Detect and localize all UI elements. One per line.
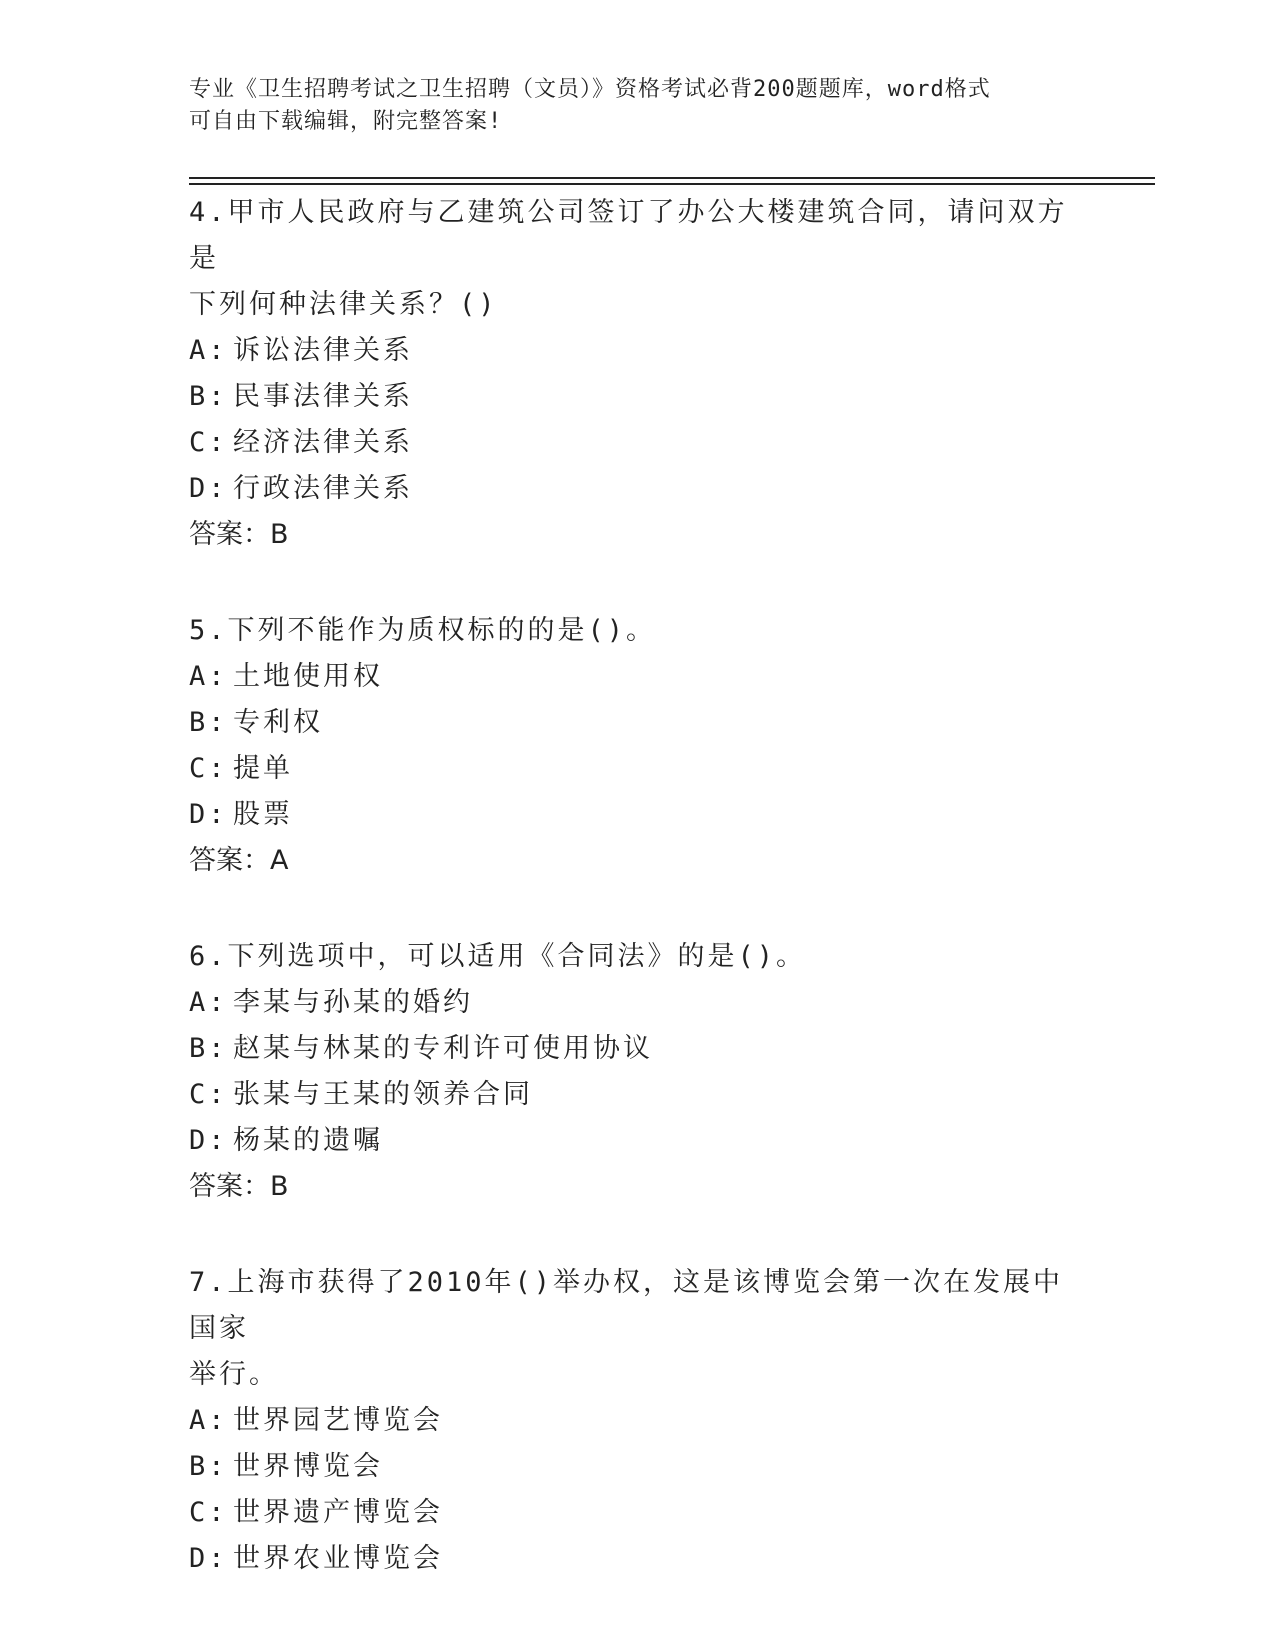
option-b [189,1444,1079,1490]
option-d [189,466,1079,512]
option-key: A: [189,335,228,366]
option-key: D: [189,1125,228,1156]
option-text: 赵某与林某的专利许可使用协议 [233,1033,653,1064]
option-key: A: [189,1405,228,1436]
option-b [189,1026,1079,1072]
answer-line: 答案：A [189,845,289,876]
option-c [189,1072,1079,1118]
option-text: 经济法律关系 [233,427,413,458]
option-text: 张某与王某的领养合同 [233,1079,533,1110]
option-text: 世界农业博览会 [233,1543,443,1574]
option-text: 提单 [233,753,293,784]
option-text: 土地使用权 [233,661,383,692]
answer-line: 答案：B [189,519,289,550]
option-key: B: [189,1451,228,1482]
question-list [189,190,1079,1632]
option-key: D: [189,799,228,830]
option-d [189,792,1079,838]
question-6 [189,934,1079,1210]
question-4 [189,190,1079,558]
question-stem-line: 7.上海市获得了2010年()举办权，这是该博览会第一次在发展中国家 [189,1267,1064,1344]
option-key: A: [189,661,228,692]
option-a [189,654,1079,700]
option-key: C: [189,427,228,458]
question-stem-line: 4.甲市人民政府与乙建筑公司签订了办公大楼建筑合同，请问双方是 [189,197,1068,274]
question-stem-line: 下列何种法律关系？() [189,289,498,320]
option-key: C: [189,753,228,784]
option-key: B: [189,1033,228,1064]
option-b [189,700,1079,746]
option-text: 李某与孙某的婚约 [233,987,473,1018]
option-key: D: [189,1543,228,1574]
option-a [189,328,1079,374]
answer-line: 答案：B [189,1171,289,1202]
header-divider-top [189,177,1155,179]
option-key: C: [189,1497,228,1528]
header-divider-bottom [189,183,1155,185]
option-text: 专利权 [233,707,323,738]
option-a [189,1398,1079,1444]
option-text: 杨某的遗嘱 [233,1125,383,1156]
option-c [189,746,1079,792]
option-text: 行政法律关系 [233,473,413,504]
option-a [189,980,1079,1026]
option-key: B: [189,381,228,412]
document-header [189,74,1069,138]
option-text: 诉讼法律关系 [233,335,413,366]
option-c [189,420,1079,466]
option-text: 民事法律关系 [233,381,413,412]
header-title-line-1: 专业《卫生招聘考试之卫生招聘（文员）》资格考试必背200题题库，word格式 [189,77,991,102]
question-stem-line: 6.下列选项中，可以适用《合同法》的是()。 [189,941,807,972]
question-7 [189,1260,1079,1582]
option-b [189,374,1079,420]
question-stem-line: 举行。 [189,1359,279,1390]
option-text: 世界园艺博览会 [233,1405,443,1436]
option-text: 世界遗产博览会 [233,1497,443,1528]
option-text: 世界博览会 [233,1451,383,1482]
option-key: B: [189,707,228,738]
header-title-line-2: 可自由下载编辑，附完整答案! [189,109,503,134]
option-key: C: [189,1079,228,1110]
option-d [189,1536,1079,1582]
option-text: 股票 [233,799,293,830]
option-key: A: [189,987,228,1018]
option-d [189,1118,1079,1164]
question-stem-line: 5.下列不能作为质权标的的是()。 [189,615,657,646]
question-5 [189,608,1079,884]
option-c [189,1490,1079,1536]
option-key: D: [189,473,228,504]
